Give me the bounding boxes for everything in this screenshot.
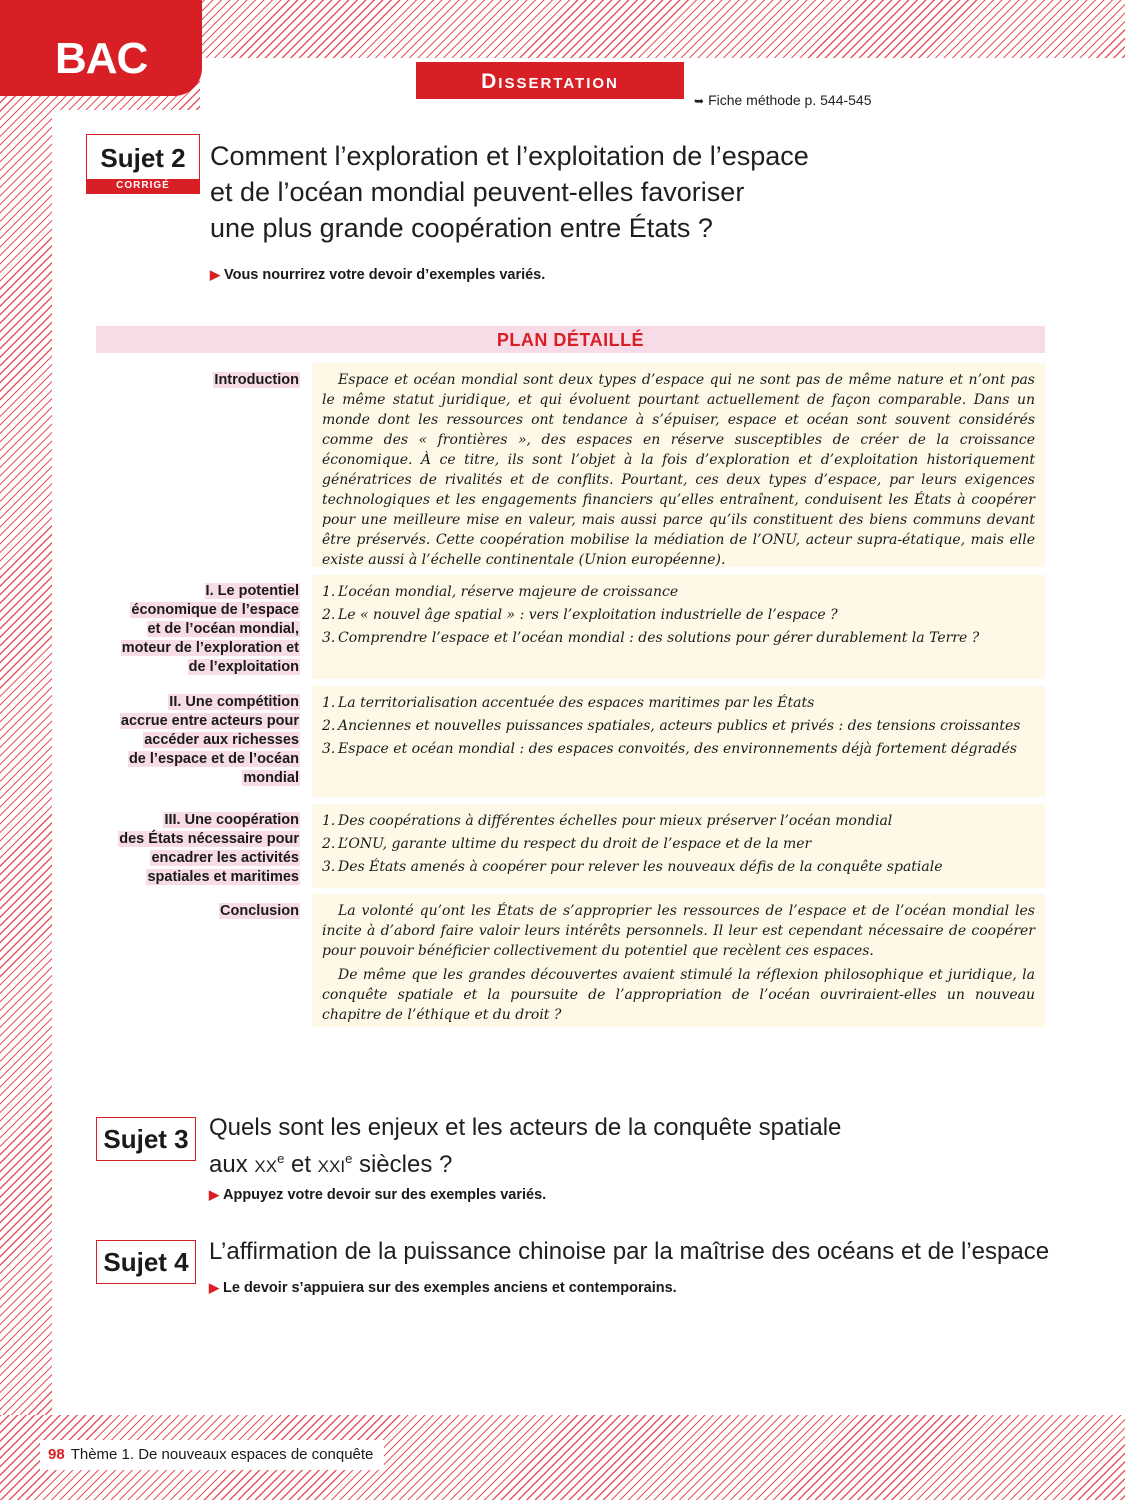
page-number: 98 [48,1446,65,1463]
fiche-methode-link[interactable] [694,92,872,108]
question-line: une plus grande coopération entre États ? [210,213,713,243]
label-line: accéder aux richesses [144,732,299,748]
sujet-4-question: L’affirmation de la puissance chinoise par la maîtrise des océans et de l’espace [209,1238,1050,1265]
conclusion-cell [312,894,1045,1027]
instruction-text: Le devoir s’appuiera sur des exemples anciens et contemporains. [223,1280,677,1296]
triangle-bullet-icon: ▶ [209,1280,219,1295]
label-line: II. Une compétition [169,694,299,710]
item-text: Anciennes et nouvelles puissances spatiales, acteurs publics et privés : des tensions croissantes [338,718,1021,734]
label-text: Introduction [214,372,299,388]
sujet-3-question [209,1112,909,1180]
introduction-cell [312,363,1045,567]
item-number: 2. [322,718,336,734]
label-line: moteur de l’exploration et [121,640,299,656]
item-number: 2. [322,607,336,623]
question-line: Quels sont les enjeux et les acteurs de la conquête spatiale [209,1114,842,1141]
instruction-text: Appuyez votre devoir sur des exemples variés. [223,1187,547,1203]
item-text: Comprendre l’espace et l’océan mondial : des solutions pour gérer durablement la Terre ? [338,630,980,646]
corrige-badge: CORRIGÉ [87,179,199,193]
label-line: économique de l’espace [131,602,299,618]
list-item [322,605,1035,625]
sujet-3-instruction [209,1187,546,1203]
label-line: spatiales et maritimes [147,869,299,885]
label-line: mondial [243,770,299,786]
item-text: Espace et océan mondial : des espaces convoités, des environnements déjà fortement dégradés [338,741,1017,757]
conclusion-paragraph: De même que les grandes découvertes avaient stimulé la réflexion philosophique et juridique, la conquête spatiale et la poursuite de l’appropriation de l’océan ouvriraient-elles un nouveau chapitre de l’éthique et du droit ? [322,967,1035,1023]
label-line: III. Une coopération [164,812,299,828]
hatched-border-left [0,0,52,1500]
page-footer [40,1440,384,1470]
text-part: siècles ? [352,1151,453,1178]
arrow-right-icon: ➥ [694,94,705,108]
sujet-2-question [210,138,910,246]
part-1-cell [312,575,1045,679]
sujet-3-badge: Sujet 3 [96,1117,196,1161]
label-line: de l’exploitation [188,659,299,675]
label-line: I. Le potentiel [205,583,299,599]
plan-detaille-header: PLAN DÉTAILLÉ [96,326,1045,353]
item-text: L’océan mondial, réserve majeure de croissance [338,584,679,600]
item-number: 1. [322,584,336,600]
century-xxi: xxi [317,1151,346,1178]
part-2-list [322,693,1035,759]
century-xx: xx [254,1151,278,1178]
item-number: 1. [322,813,336,829]
label-line: accrue entre acteurs pour [120,713,299,729]
list-item [322,582,1035,602]
item-number: 3. [322,630,336,646]
instruction-text: Vous nourrirez votre devoir d’exemples variés. [224,267,546,283]
introduction-text: Espace et océan mondial sont deux types d’espace qui ne sont pas de même nature et n’ont pas le même statut juridique, et qui évoluent pourtant actuellement de façon comparable. Dans un monde dont les ressources ont tendance à s’épuiser, espace et océan sont souvent considérés comme des « frontières », des espaces en réserve susceptibles de créer de la croissance économique. À ce titre, ils sont l’objet à la fois d’exploration et d’exploitation historiquement génératrices de rivalités et de conflits. Pourtant, ces deux types d’espace, par leurs exigences technologiques et les engagements financiers qu’elles entraînent, conduisent les États à coopérer pour une meilleure mise en valeur, mais aussi parce qu’ils constituent des biens communs devant être préservés. Cette coopération mobilise la médiation de l’ONU, acteur supra-étatique, mais elle existe aussi à l’échelle continentale (Union européenne). [322,372,1035,568]
list-item [322,739,1035,759]
list-item [322,811,1035,831]
list-item [322,693,1035,713]
part-1-label [100,582,300,677]
triangle-bullet-icon: ▶ [210,267,220,282]
label-line: et de l’océan mondial, [147,621,299,637]
fiche-methode-text: Fiche méthode p. 544-545 [708,92,872,108]
part-3-list [322,811,1035,877]
part-2-label [100,693,300,788]
item-text: Le « nouvel âge spatial » : vers l’exploitation industrielle de l’espace ? [338,607,838,623]
triangle-bullet-icon: ▶ [209,1187,219,1202]
bac-tab [0,0,202,96]
label-line: des États nécessaire pour [119,831,299,847]
sujet-4-instruction [209,1280,677,1296]
question-line [209,1143,909,1180]
sujet-2-label: Sujet 2 [100,143,186,173]
list-item [322,834,1035,854]
conclusion-label [100,902,300,921]
part-3-cell [312,804,1045,888]
part-1-list [322,582,1035,648]
item-number: 2. [322,836,336,852]
bac-label: BAC [55,34,148,83]
label-line: encadrer les activités [151,850,299,866]
question-line: et de l’océan mondial peuvent-elles favoriser [210,177,745,207]
introduction-label [100,371,300,390]
label-line: de l’espace et de l’océan [128,751,299,767]
conclusion-paragraph: La volonté qu’ont les États de s’approprier les ressources de l’espace et de l’océan mondial les incite à d’abord faire valoir leurs intérêts personnels. Il leur est cependant nécessaire de coopérer pour pouvoir bénéficier collectivement du potentiel que recèlent ces espaces. [322,903,1035,959]
part-3-label [100,811,300,887]
item-text: La territorialisation accentuée des espaces maritimes par les États [338,695,815,711]
list-item [322,716,1035,736]
item-number: 3. [322,741,336,757]
list-item [322,628,1035,648]
part-2-cell [312,686,1045,797]
label-text: Conclusion [220,903,299,919]
item-number: 3. [322,859,336,875]
list-item [322,857,1035,877]
sujet-2-badge [86,134,200,194]
sujet-2-instruction [210,267,545,283]
theme-title: Thème 1. De nouveaux espaces de conquête [70,1446,374,1463]
item-text: Des coopérations à différentes échelles pour mieux préserver l’océan mondial [338,813,893,829]
superscript-e: e [345,1151,353,1166]
sujet-4-badge: Sujet 4 [96,1240,196,1284]
item-text: Des États amenés à coopérer pour relever les nouveaux défis de la conquête spatiale [338,859,943,875]
question-line: Comment l’exploration et l’exploitation de l’espace [210,141,809,171]
item-text: L’ONU, garante ultime du respect du droit de l’espace et de la mer [338,836,812,852]
text-part: aux [209,1151,255,1178]
dissertation-banner: Dissertation [416,62,684,99]
text-part: et [284,1151,318,1178]
item-number: 1. [322,695,336,711]
superscript-e: e [277,1151,285,1166]
